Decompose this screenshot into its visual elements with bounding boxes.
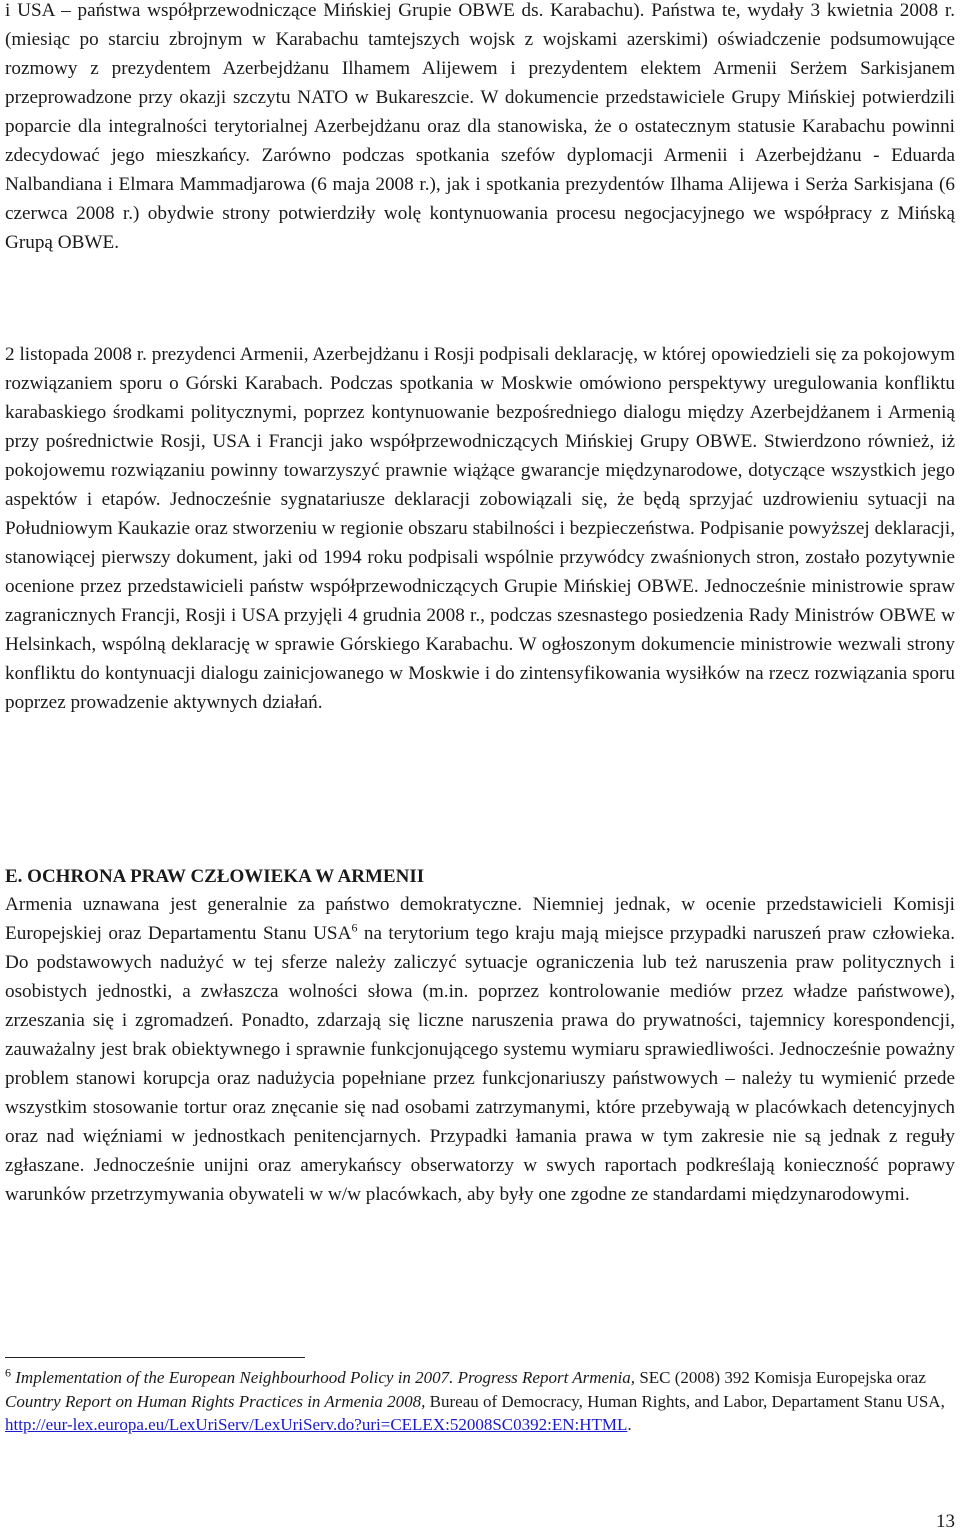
footnote-text-2: Bureau of Democracy, Human Rights, and Labor, Departament Stanu USA, — [425, 1391, 945, 1411]
footnote-title-2: Country Report on Human Rights Practices in Armenia 2008, — [5, 1391, 426, 1411]
footnote-text-1: SEC (2008) 392 Komisja Europejska oraz — [635, 1368, 926, 1387]
paragraph-3-rest: na terytorium tego kraju mają miejsce przypadki naruszeń praw człowieka. Do podstawowych nadużyć w tej sferze należy zaliczyć sytuacje ograniczenia lub też naruszenia praw politycznych i osobistych jednostki, a zwłaszcza wolności słowa (m.in. poprzez kontrolowanie mediów przez władze państwowe), zrzeszania się i zgromadzeń. Ponadto, zdarzają się liczne naruszenia prawa do prywatności, tajemnicy korespondencji, zauważalny jest brak obiektywnego i sprawnie funkcjonującego systemu wymiaru sprawiedliwości. Jednocześnie poważny problem stanowi korupcja oraz nadużycia popełniane przez funkcjonariuszy państwowych – należy tu wymienić przede wszystkim stosowanie tortur oraz znęcanie się nad osobami zatrzymanymi, które przebywają w placówkach detencyjnych oraz nad więźniami w jednostkach penitencjarnych. Przypadki łamania prawa w tym zakresie nie są jednak z reguły zgłaszane. Jednocześnie unijni oraz amerykańscy obserwatorzy w swych raportach podkreślają konieczność poprawy warunków przetrzymywania obywateli w w/w placówkach, aby były one zgodne ze standardami międzynarodowymi. — [5, 923, 955, 1205]
footnote-title-1: Implementation of the European Neighbourhood Policy in 2007. Progress Report Armenia, — [15, 1368, 636, 1387]
section-heading: E. OCHRONA PRAW CZŁOWIEKA W ARMENII — [5, 866, 425, 887]
paragraph-1: i USA – państwa współprzewodniczące Mińskiej Grupie OBWE ds. Karabachu). Państwa te, wydały 3 kwietnia 2008 r. (miesiąc po starciu zbrojnym w Karabachu tamtejszych wojsk z wojskami azerskimi) oświadczenie podsumowujące rozmowy z prezydentem Azerbejdżanu Ilhamem Alijewem i prezydentem elektem Armenii Serżem Sarkisjanem przeprowadzone przy okazji szczytu NATO w Bukareszcie. W dokumencie przedstawiciele Grupy Mińskiej potwierdzili poparcie dla integralności terytorialnej Azerbejdżanu oraz dla stanowiska, że o ostatecznym statusie Karabachu powinni zdecydować jego mieszkańcy. Zarówno podczas spotkania szefów dyplomacji Armenii i Azerbejdżanu - Eduarda Nalbandiana i Elmara Mammadjarowa (6 maja 2008 r.), jak i spotkania prezydentów Ilhama Alijewa i Serża Sarkisjana (6 czerwca 2008 r.) obydwie strony potwierdziły wolę kontynuowania procesu negocjacyjnego we współpracy z Mińską Grupą OBWE. — [5, 0, 955, 253]
footnote-link[interactable]: http://eur-lex.europa.eu/LexUriServ/LexUriServ.do?uri=CELEX:52008SC0392:EN:HTML — [5, 1415, 628, 1434]
page-number: 13 — [936, 1511, 955, 1532]
paragraph-2: 2 listopada 2008 r. prezydenci Armenii, Azerbejdżanu i Rosji podpisali deklarację, w której opowiedzieli się za pokojowym rozwiązaniem sporu o Górski Karabach. Podczas spotkania w Moskwie omówiono perspektywy uregulowania konfliktu karabaskiego środkami politycznymi, poprzez kontynuowanie bezpośredniego dialogu między Azerbejdżanem i Armenią przy pośrednictwie Rosji, USA i Francji jako współprzewodniczących Mińskiej Grupy OBWE. Stwierdzono również, iż pokojowemu rozwiązaniu powinny towarzyszyć prawnie wiążące gwarancje międzynarodowe, dotyczące wszystkich jego aspektów i etapów. Jednocześnie sygnatariusze deklaracji zobowiązali się, że będą sprzyjać uzdrowieniu sytuacji na Południowym Kaukazie oraz stworzeniu w regionie obszaru stabilności i bezpieczeństwa. Podpisanie powyższej deklaracji, stanowiącej pierwszy dokument, jaki od 1994 roku podpisali wspólnie przywódcy zwaśnionych stron, zostało pozytywnie ocenione przez przedstawicieli państw współprzewodniczących Grupie Mińskiej OBWE. Jednocześnie ministrowie spraw zagranicznych Francji, Rosji i USA przyjęli 4 grudnia 2008 r., podczas szesnastego posiedzenia Rady Ministrów OBWE w Helsinkach, wspólną deklarację w sprawie Górskiego Karabachu. W ogłoszonym dokumencie ministrowie wezwali strony konfliktu do kontynuacji dialogu zainicjowanego w Moskwie i do zintensyfikowania wysiłków na rzecz rozwiązania sporu poprzez prowadzenie aktywnych działań. — [5, 344, 955, 713]
footnote-reference[interactable]: 6 — [351, 920, 358, 935]
footnote — [5, 1366, 955, 1437]
paragraph-3 — [5, 890, 955, 1209]
footnote-separator — [5, 1357, 305, 1358]
paragraph-3-start: Armenia uznawana jest generalnie za państwo demokratyczne. Niemniej jednak, w ocenie przedstawicieli Komisji Europejskiej oraz Departamentu Stanu USA — [5, 894, 955, 944]
footnote-number: 6 — [5, 1365, 11, 1380]
footnote-period: . — [627, 1415, 632, 1434]
